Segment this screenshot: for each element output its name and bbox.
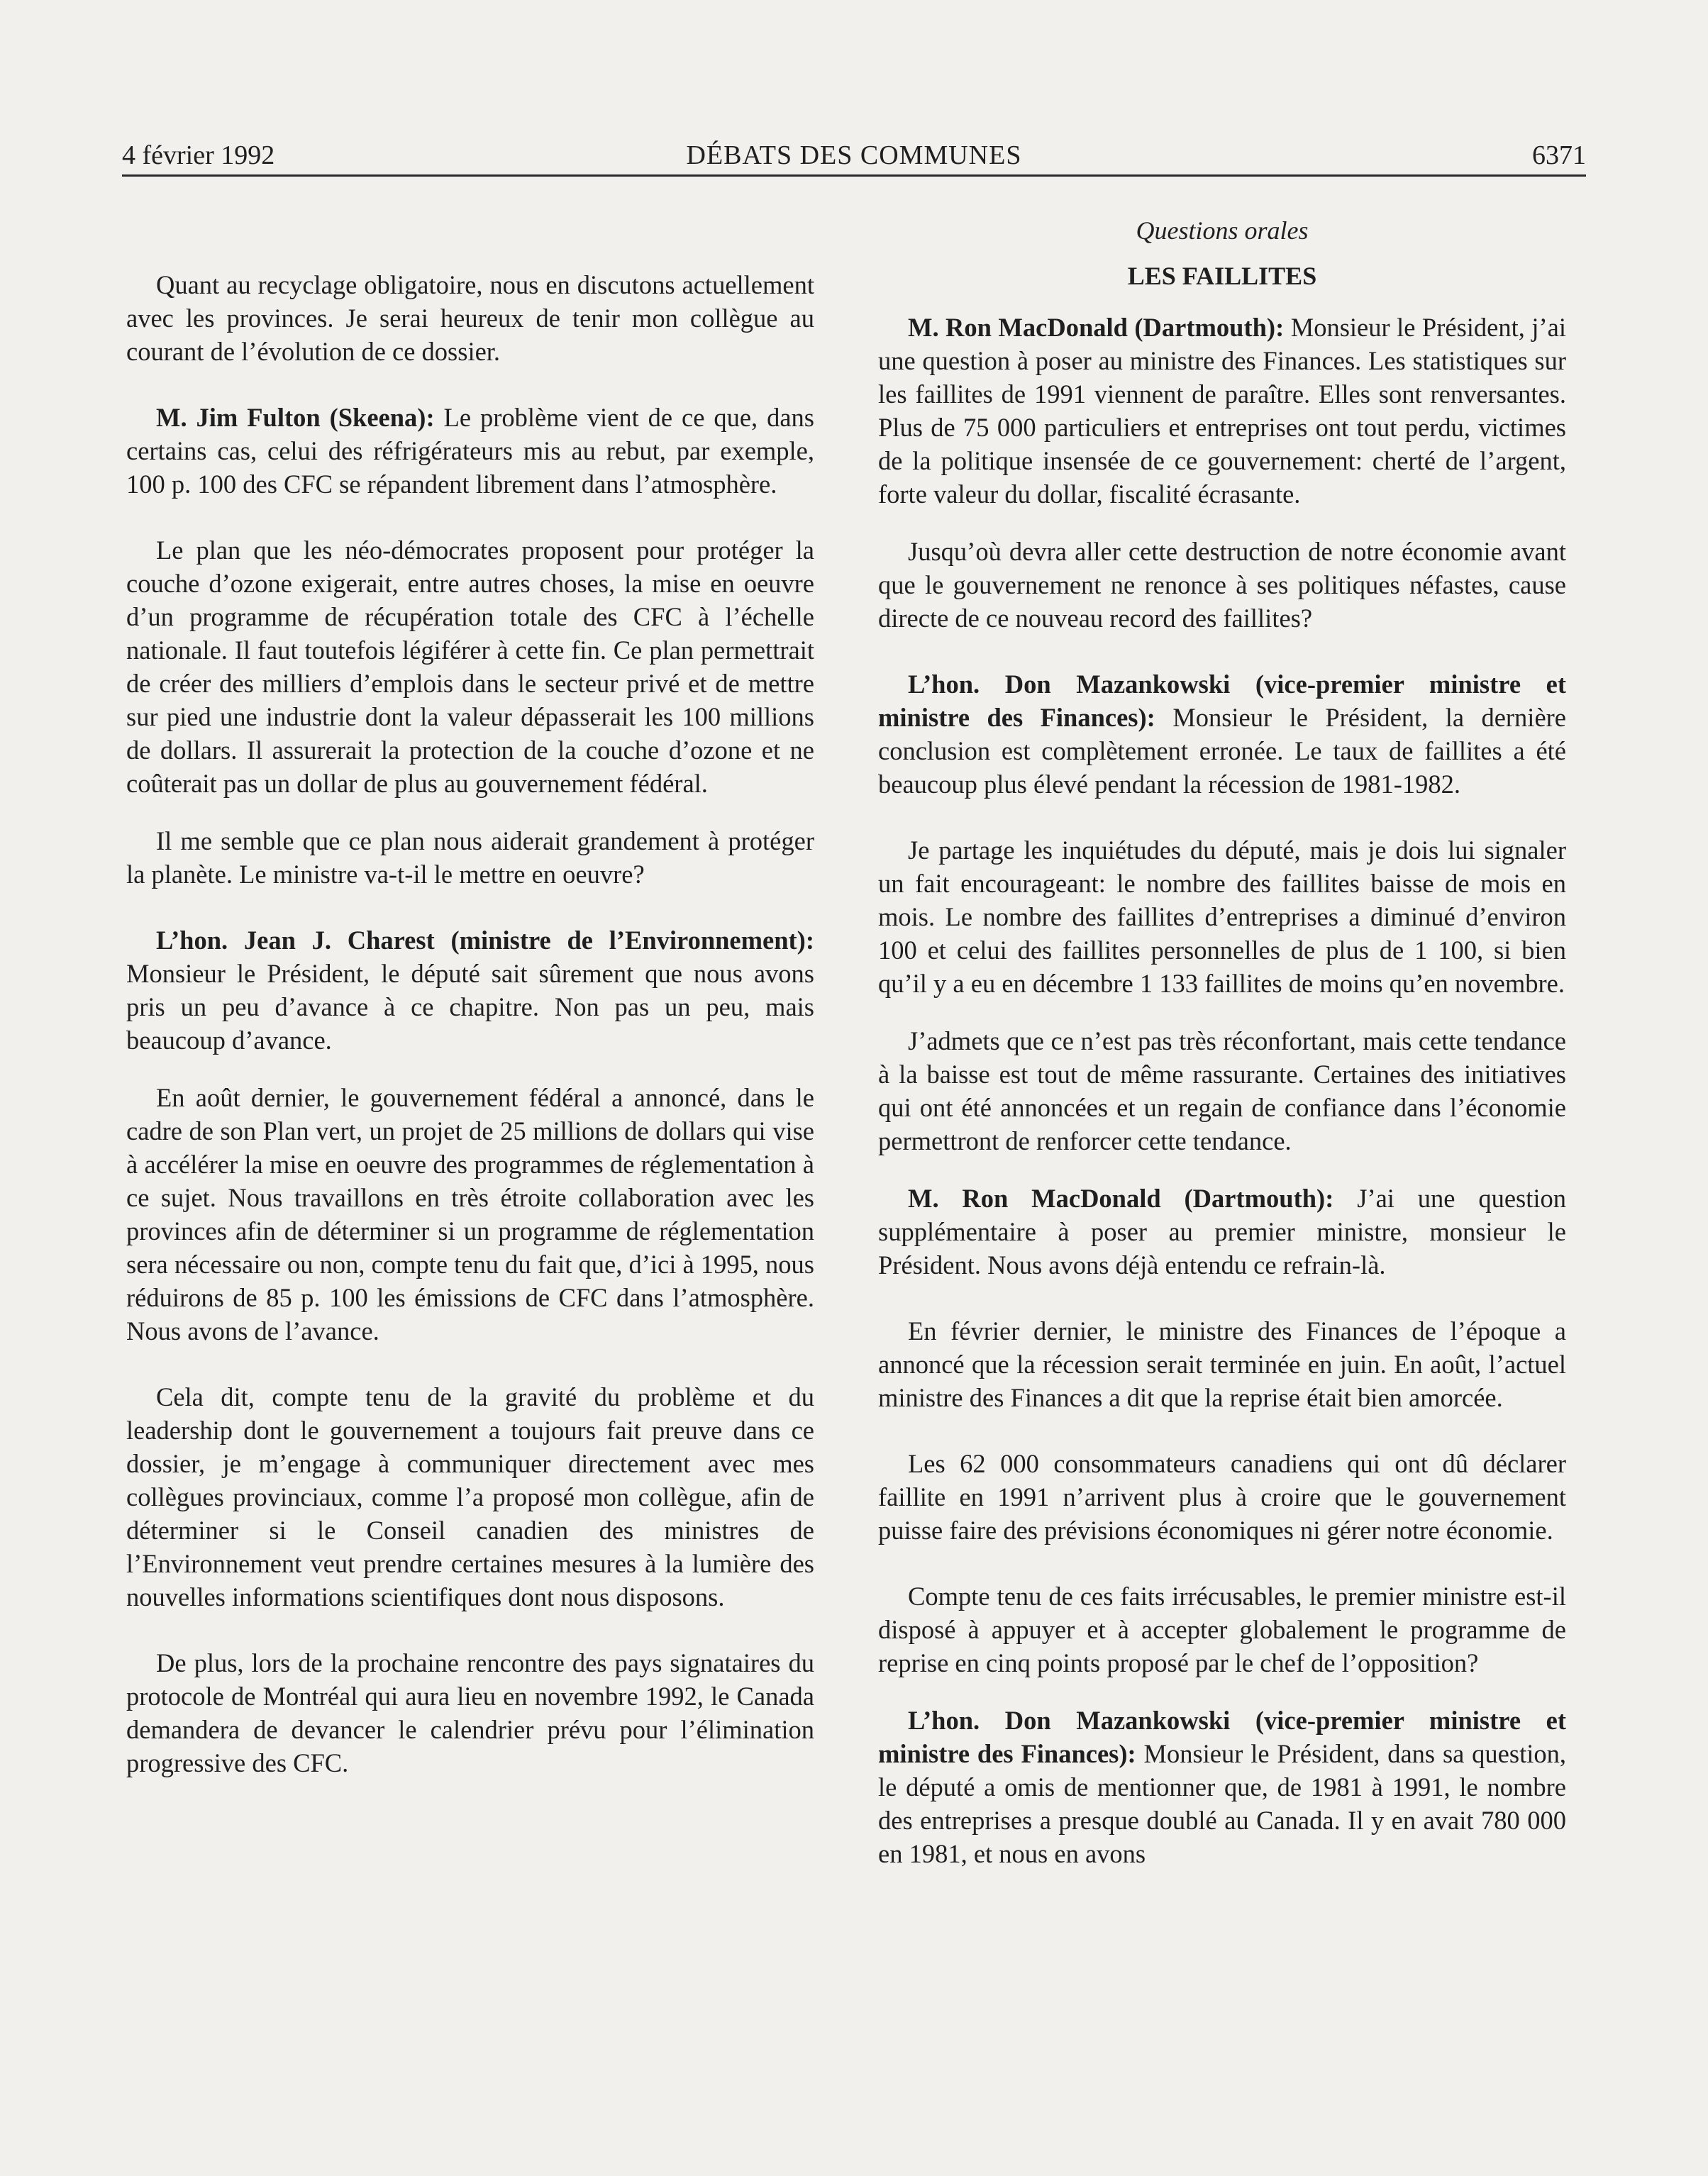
paragraph: Il me semble que ce plan nous aiderait grandement à protéger la planète. Le ministre va-t-il le mettre en oeuvre? xyxy=(126,826,814,889)
page-number: 6371 xyxy=(1532,140,1586,170)
paragraph: M. Jim Fulton (Skeena): Le problème vient de ce que, dans certains cas, celui des réfrigérateurs mis au rebut, par exemple, 100 p. 100 des CFC se répandent librement dans l’atmosphère. xyxy=(126,403,815,499)
paragraph: Les 62 000 consommateurs canadiens qui ont dû déclarer faillite en 1991 n’arrivent plus à croire que le gouvernement puisse faire des prévisions économiques ni gérer notre économie. xyxy=(878,1449,1566,1545)
speaker-name: L’hon. Don Mazankowski (vice-premier ministre et ministre des Finances): xyxy=(878,1706,1566,1768)
right-column xyxy=(878,213,1566,1870)
paragraph: L’hon. Don Mazankowski (vice-premier ministre et ministre des Finances): Monsieur le Président, dans sa question, le député a omis de mentionner que, de 1981 à 1991, le nombre des entreprises a presque doublé au Canada. Il y en avait 780 000 en 1981, et nous en avons xyxy=(878,1706,1566,1868)
header-title: DÉBATS DES COMMUNES xyxy=(686,140,1022,170)
paragraph: L’hon. Don Mazankowski (vice-premier ministre et ministre des Finances): Monsieur le Président, la dernière conclusion est complètement erronée. Le taux de faillites a été beaucoup plus élevé pendant la récession de 1981-1982. xyxy=(878,670,1567,799)
paragraph: Jusqu’où devra aller cette destruction de notre économie avant que le gouvernement ne renonce à ses politiques néfastes, cause directe de ce nouveau record des faillites? xyxy=(878,537,1566,633)
paragraph: M. Ron MacDonald (Dartmouth): Monsieur le Président, j’ai une question à poser au ministre des Finances. Les statistiques sur les faillites de 1991 viennent de paraître. Elles sont renversantes. Plus de 75 000 particuliers et entreprises ont tout perdu, victimes de la politique insensée de ce gouvernement: cherté de l’argent, forte valeur du dollar, fiscalité écrasante. xyxy=(878,313,1567,509)
page-header xyxy=(122,136,1586,177)
paragraph: De plus, lors de la prochaine rencontre des pays signataires du protocole de Montréal qui aura lieu en novembre 1992, le Canada demandera de devancer le calendrier prévu pour l’élimination progressive des CFC. xyxy=(126,1648,814,1777)
paragraph: Je partage les inquiétudes du député, mais je dois lui signaler un fait encourageant: le nombre des faillites baisse de mois en mois. Le nombre des faillites d’entreprises a diminué d’environ 100 et celui des faillites personnelles de plus de 1 100, si bien qu’il y a eu en décembre 1 133 faillites de moins qu’en novembre. xyxy=(878,836,1566,998)
paragraph: En août dernier, le gouvernement fédéral a annoncé, dans le cadre de son Plan vert, un projet de 25 millions de dollars qui vise à accélérer la mise en oeuvre des programmes de réglementation à ce sujet. Nous travaillons en très étroite collaboration avec les provinces afin de déterminer si un programme de réglementation sera nécessaire ou non, compte tenu du fait que, d’ici à 1995, nous réduirons de 85 p. 100 les émissions de CFC dans l’atmosphère. Nous avons de l’avance. xyxy=(126,1083,814,1345)
section-title: LES FAILLITES xyxy=(1127,262,1317,290)
paragraph: Compte tenu de ces faits irrécusables, le premier ministre est-il disposé à appuyer et à accepter globalement le programme de reprise en cinq points proposé par le chef de l’opposition? xyxy=(878,1582,1566,1677)
speaker-name: M. Ron MacDonald (Dartmouth): xyxy=(908,313,1285,342)
header-date: 4 février 1992 xyxy=(122,140,275,170)
speaker-name: L’hon. Jean J. Charest (ministre de l’Environnement): xyxy=(156,926,814,955)
section-label: Questions orales xyxy=(1136,216,1309,245)
speaker-name: M. Jim Fulton (Skeena): xyxy=(156,403,435,432)
paragraph: Cela dit, compte tenu de la gravité du problème et du leadership dont le gouvernement a toujours fait preuve dans ce dossier, je m’engage à communiquer directement avec mes collègues provinciaux, comme l’a proposé mon collègue, afin de déterminer si le Conseil canadien des ministres de l’Environnement veut prendre certaines mesures à la lumière des nouvelles informations scientifiques dont nous disposons. xyxy=(126,1382,814,1611)
paragraph: L’hon. Jean J. Charest (ministre de l’Environnement): Monsieur le Président, le député sait sûrement que nous avons pris un peu d’avance à ce chapitre. Non pas un peu, mais beaucoup d’avance. xyxy=(126,926,814,1055)
paragraph: M. Ron MacDonald (Dartmouth): J’ai une question supplémentaire à poser au premier ministre, monsieur le Président. Nous avons déjà entendu ce refrain-là. xyxy=(878,1184,1567,1279)
paragraph: J’admets que ce n’est pas très réconfortant, mais cette tendance à la baisse est tout de même rassurante. Certaines des initiatives qui ont été annoncées et un regain de confiance dans l’économie permettront de renforcer cette tendance. xyxy=(878,1026,1566,1155)
paragraph: En février dernier, le ministre des Finances de l’époque a annoncé que la récession serait terminée en juin. En août, l’actuel ministre des Finances a dit que la reprise était bien amorcée. xyxy=(878,1316,1566,1412)
paragraph: Quant au recyclage obligatoire, nous en discutons actuellement avec les provinces. Je serai heureux de tenir mon collègue au courant de l’évolution de ce dossier. xyxy=(126,270,814,366)
left-column xyxy=(126,268,814,1780)
speaker-name: M. Ron MacDonald (Dartmouth): xyxy=(908,1184,1334,1213)
paragraph: Le plan que les néo-démocrates proposent pour protéger la couche d’ozone exigerait, entre autres choses, la mise en oeuvre d’un programme de récupération totale des CFC à l’échelle nationale. Il faut toutefois légiférer à cette fin. Ce plan permettrait de créer des milliers d’emplois dans le secteur privé et de mettre sur pied une industrie dont la valeur dépasserait les 100 millions de dollars. Il assurerait la protection de la couche d’ozone et ne coûterait pas un dollar de plus au gouvernement fédéral. xyxy=(126,535,814,798)
speaker-name: L’hon. Don Mazankowski (vice-premier ministre et ministre des Finances): xyxy=(878,670,1566,732)
